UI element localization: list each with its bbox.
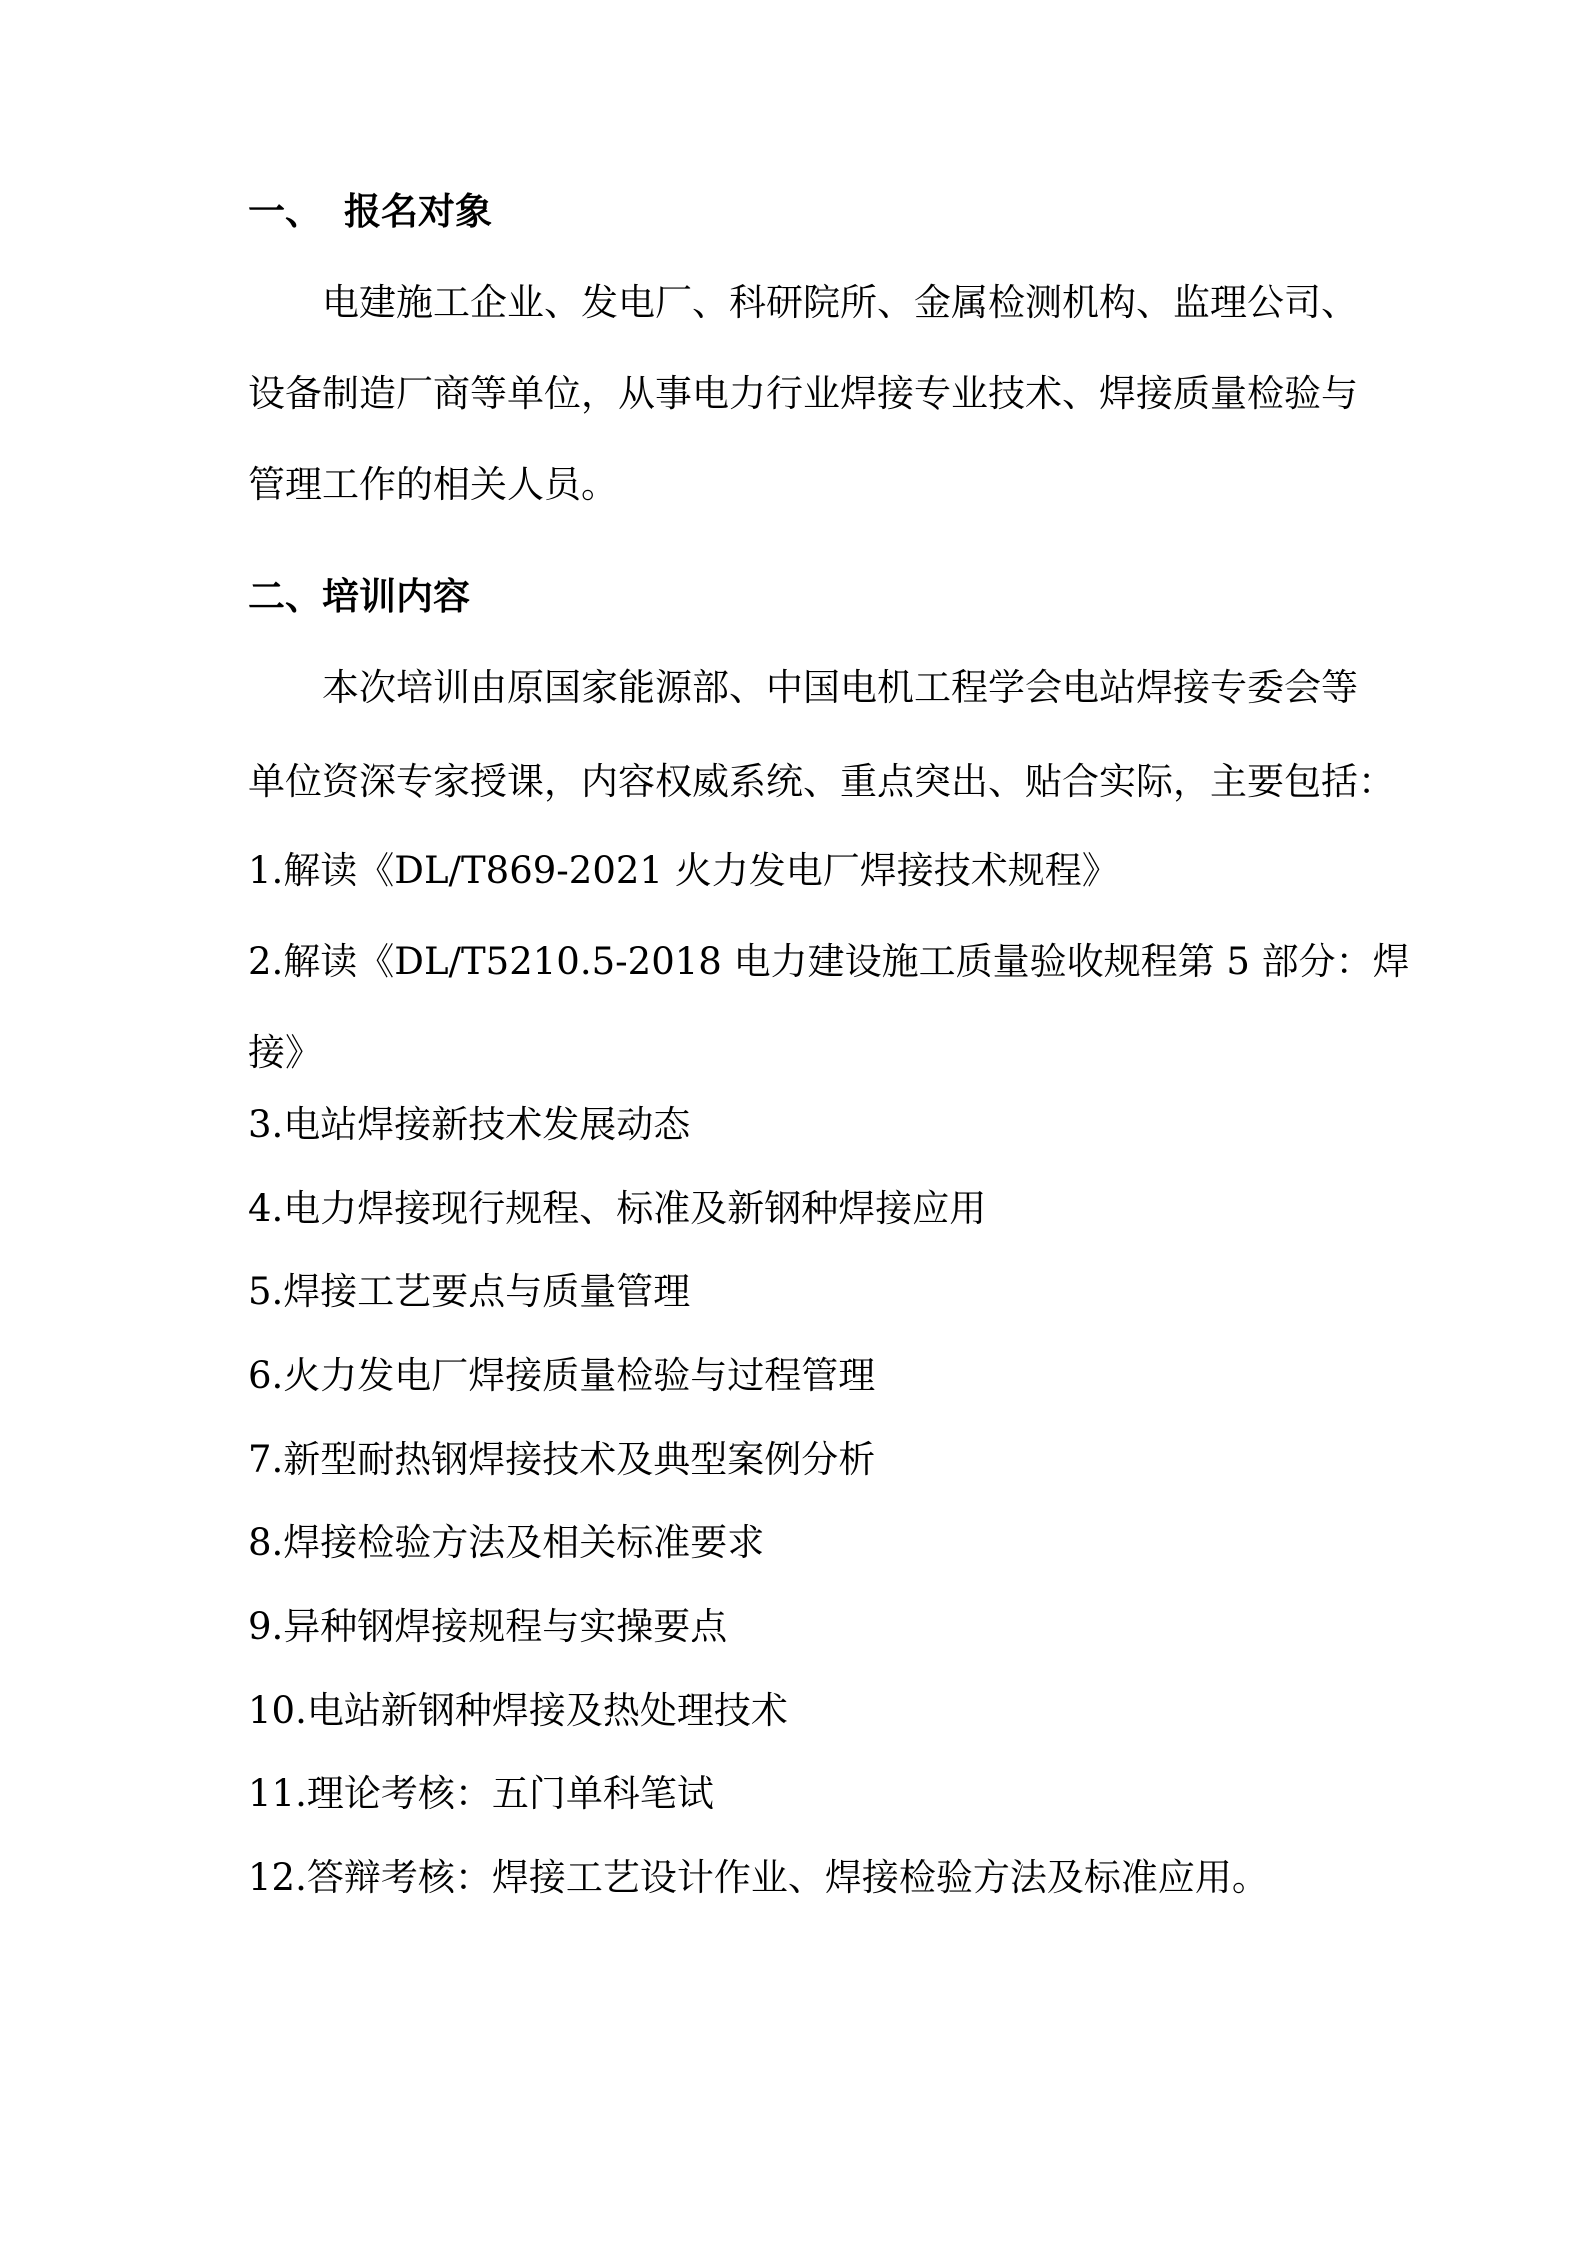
registration-paragraph-line: 管理工作的相关人员。 [248,463,618,506]
training-item-continued: 接》 [248,1031,322,1074]
section-number: 二、 [248,575,322,618]
training-item: 7.新型耐热钢焊接技术及典型案例分析 [248,1438,876,1481]
training-item: 2.解读《DL/T5210.5-2018 电力建设施工质量验收规程第 5 部分：焊 [248,940,1410,983]
training-item: 6.火力发电厂焊接质量检验与过程管理 [248,1354,876,1397]
training-item: 1.解读《DL/T869-2021 火力发电厂焊接技术规程》 [248,849,1119,892]
training-item: 4.电力焊接现行规程、标准及新钢种焊接应用 [248,1187,987,1230]
section-heading-training-content [248,575,470,619]
training-intro-line: 单位资深专家授课，内容权威系统、重点突出、贴合实际，主要包括： [248,760,1395,803]
section-title: 报名对象 [344,190,492,233]
training-item: 8.焊接检验方法及相关标准要求 [248,1521,765,1564]
training-item: 10.电站新钢种焊接及热处理技术 [248,1689,788,1732]
section-number: 一、 [248,190,322,233]
training-item: 3.电站焊接新技术发展动态 [248,1103,691,1146]
section-title: 培训内容 [322,575,470,618]
registration-paragraph-line: 电建施工企业、发电厂、科研院所、金属检测机构、监理公司、 [322,281,1358,324]
training-item: 12.答辩考核：焊接工艺设计作业、焊接检验方法及标准应用。 [248,1856,1269,1899]
registration-paragraph-line: 设备制造厂商等单位，从事电力行业焊接专业技术、焊接质量检验与 [248,372,1358,415]
training-item: 5.焊接工艺要点与质量管理 [248,1270,691,1313]
training-item: 9.异种钢焊接规程与实操要点 [248,1605,728,1648]
training-item: 11.理论考核：五门单科笔试 [248,1772,714,1815]
section-heading-registration [248,190,492,234]
training-intro-line: 本次培训由原国家能源部、中国电机工程学会电站焊接专委会等 [322,666,1358,709]
